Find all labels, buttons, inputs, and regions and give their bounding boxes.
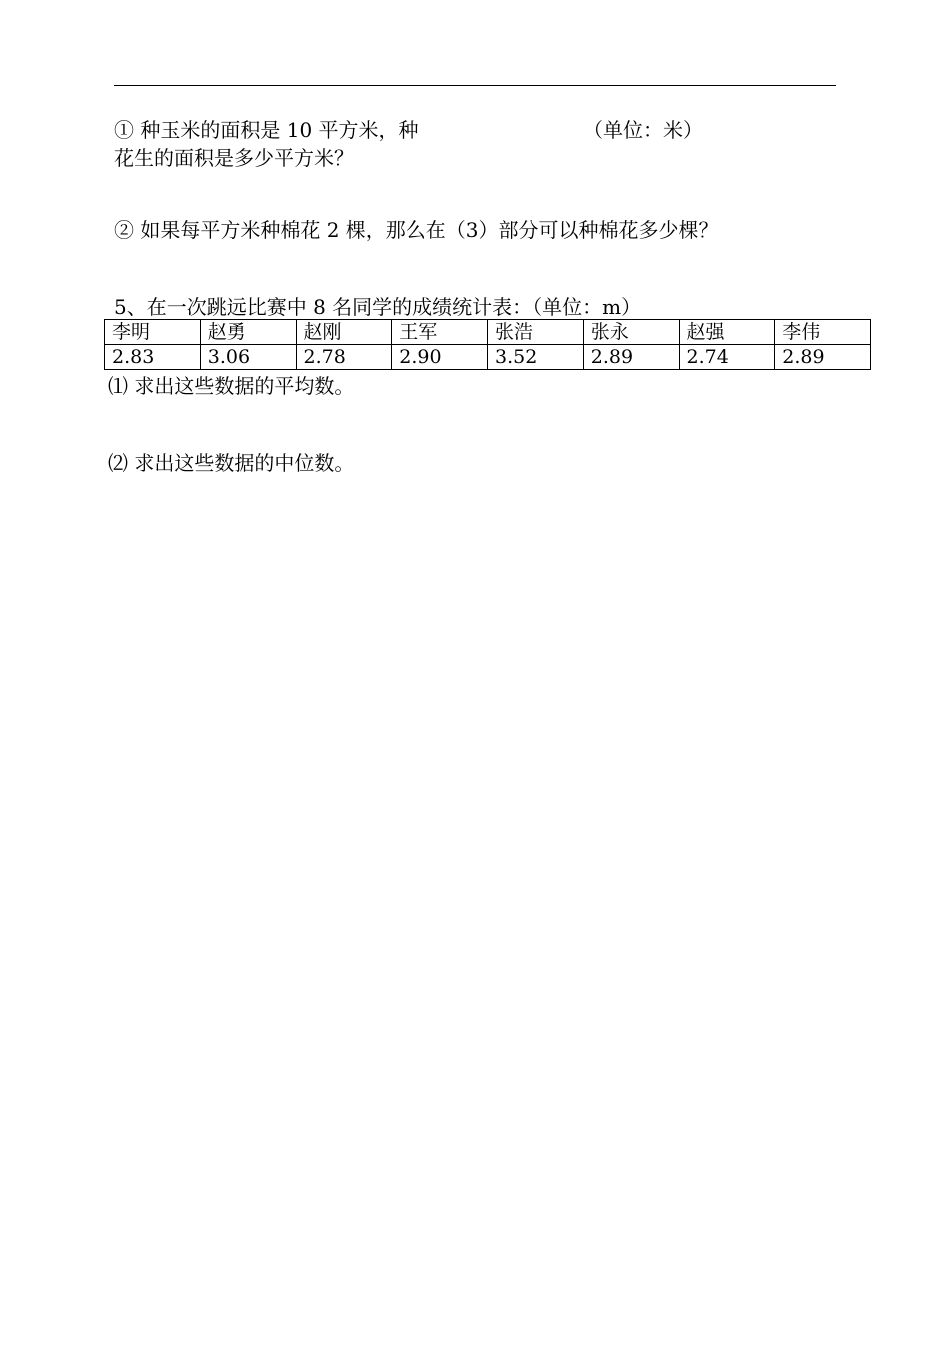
header-rule	[114, 85, 836, 86]
question-5-sub-2: ⑵ 求出这些数据的中位数。	[108, 451, 355, 475]
table-row-names	[105, 320, 871, 345]
question-5-title: 5、在一次跳远比赛中 8 名同学的成绩统计表：（单位：m）	[114, 295, 642, 319]
score-cell: 2.78	[296, 345, 392, 370]
score-cell: 2.83	[105, 345, 201, 370]
name-cell: 王军	[392, 320, 488, 345]
long-jump-score-table	[104, 319, 871, 370]
question-1-unit: （单位：米）	[583, 118, 703, 142]
name-cell: 张浩	[488, 320, 584, 345]
name-cell: 赵刚	[296, 320, 392, 345]
question-1-line-a: ① 种玉米的面积是 10 平方米，种	[114, 118, 419, 142]
question-1-line-b: 花生的面积是多少平方米？	[114, 146, 354, 170]
name-cell: 赵强	[679, 320, 775, 345]
name-cell: 李明	[105, 320, 201, 345]
score-cell: 3.52	[488, 345, 584, 370]
table-row-scores	[105, 345, 871, 370]
question-5-sub-1: ⑴ 求出这些数据的平均数。	[108, 374, 355, 398]
name-cell: 张永	[583, 320, 679, 345]
score-cell: 2.74	[679, 345, 775, 370]
score-cell: 2.90	[392, 345, 488, 370]
name-cell: 赵勇	[200, 320, 296, 345]
question-2: ② 如果每平方米种棉花 2 棵，那么在（3）部分可以种棉花多少棵？	[114, 218, 719, 242]
score-cell: 2.89	[775, 345, 871, 370]
score-cell: 2.89	[583, 345, 679, 370]
name-cell: 李伟	[775, 320, 871, 345]
score-cell: 3.06	[200, 345, 296, 370]
